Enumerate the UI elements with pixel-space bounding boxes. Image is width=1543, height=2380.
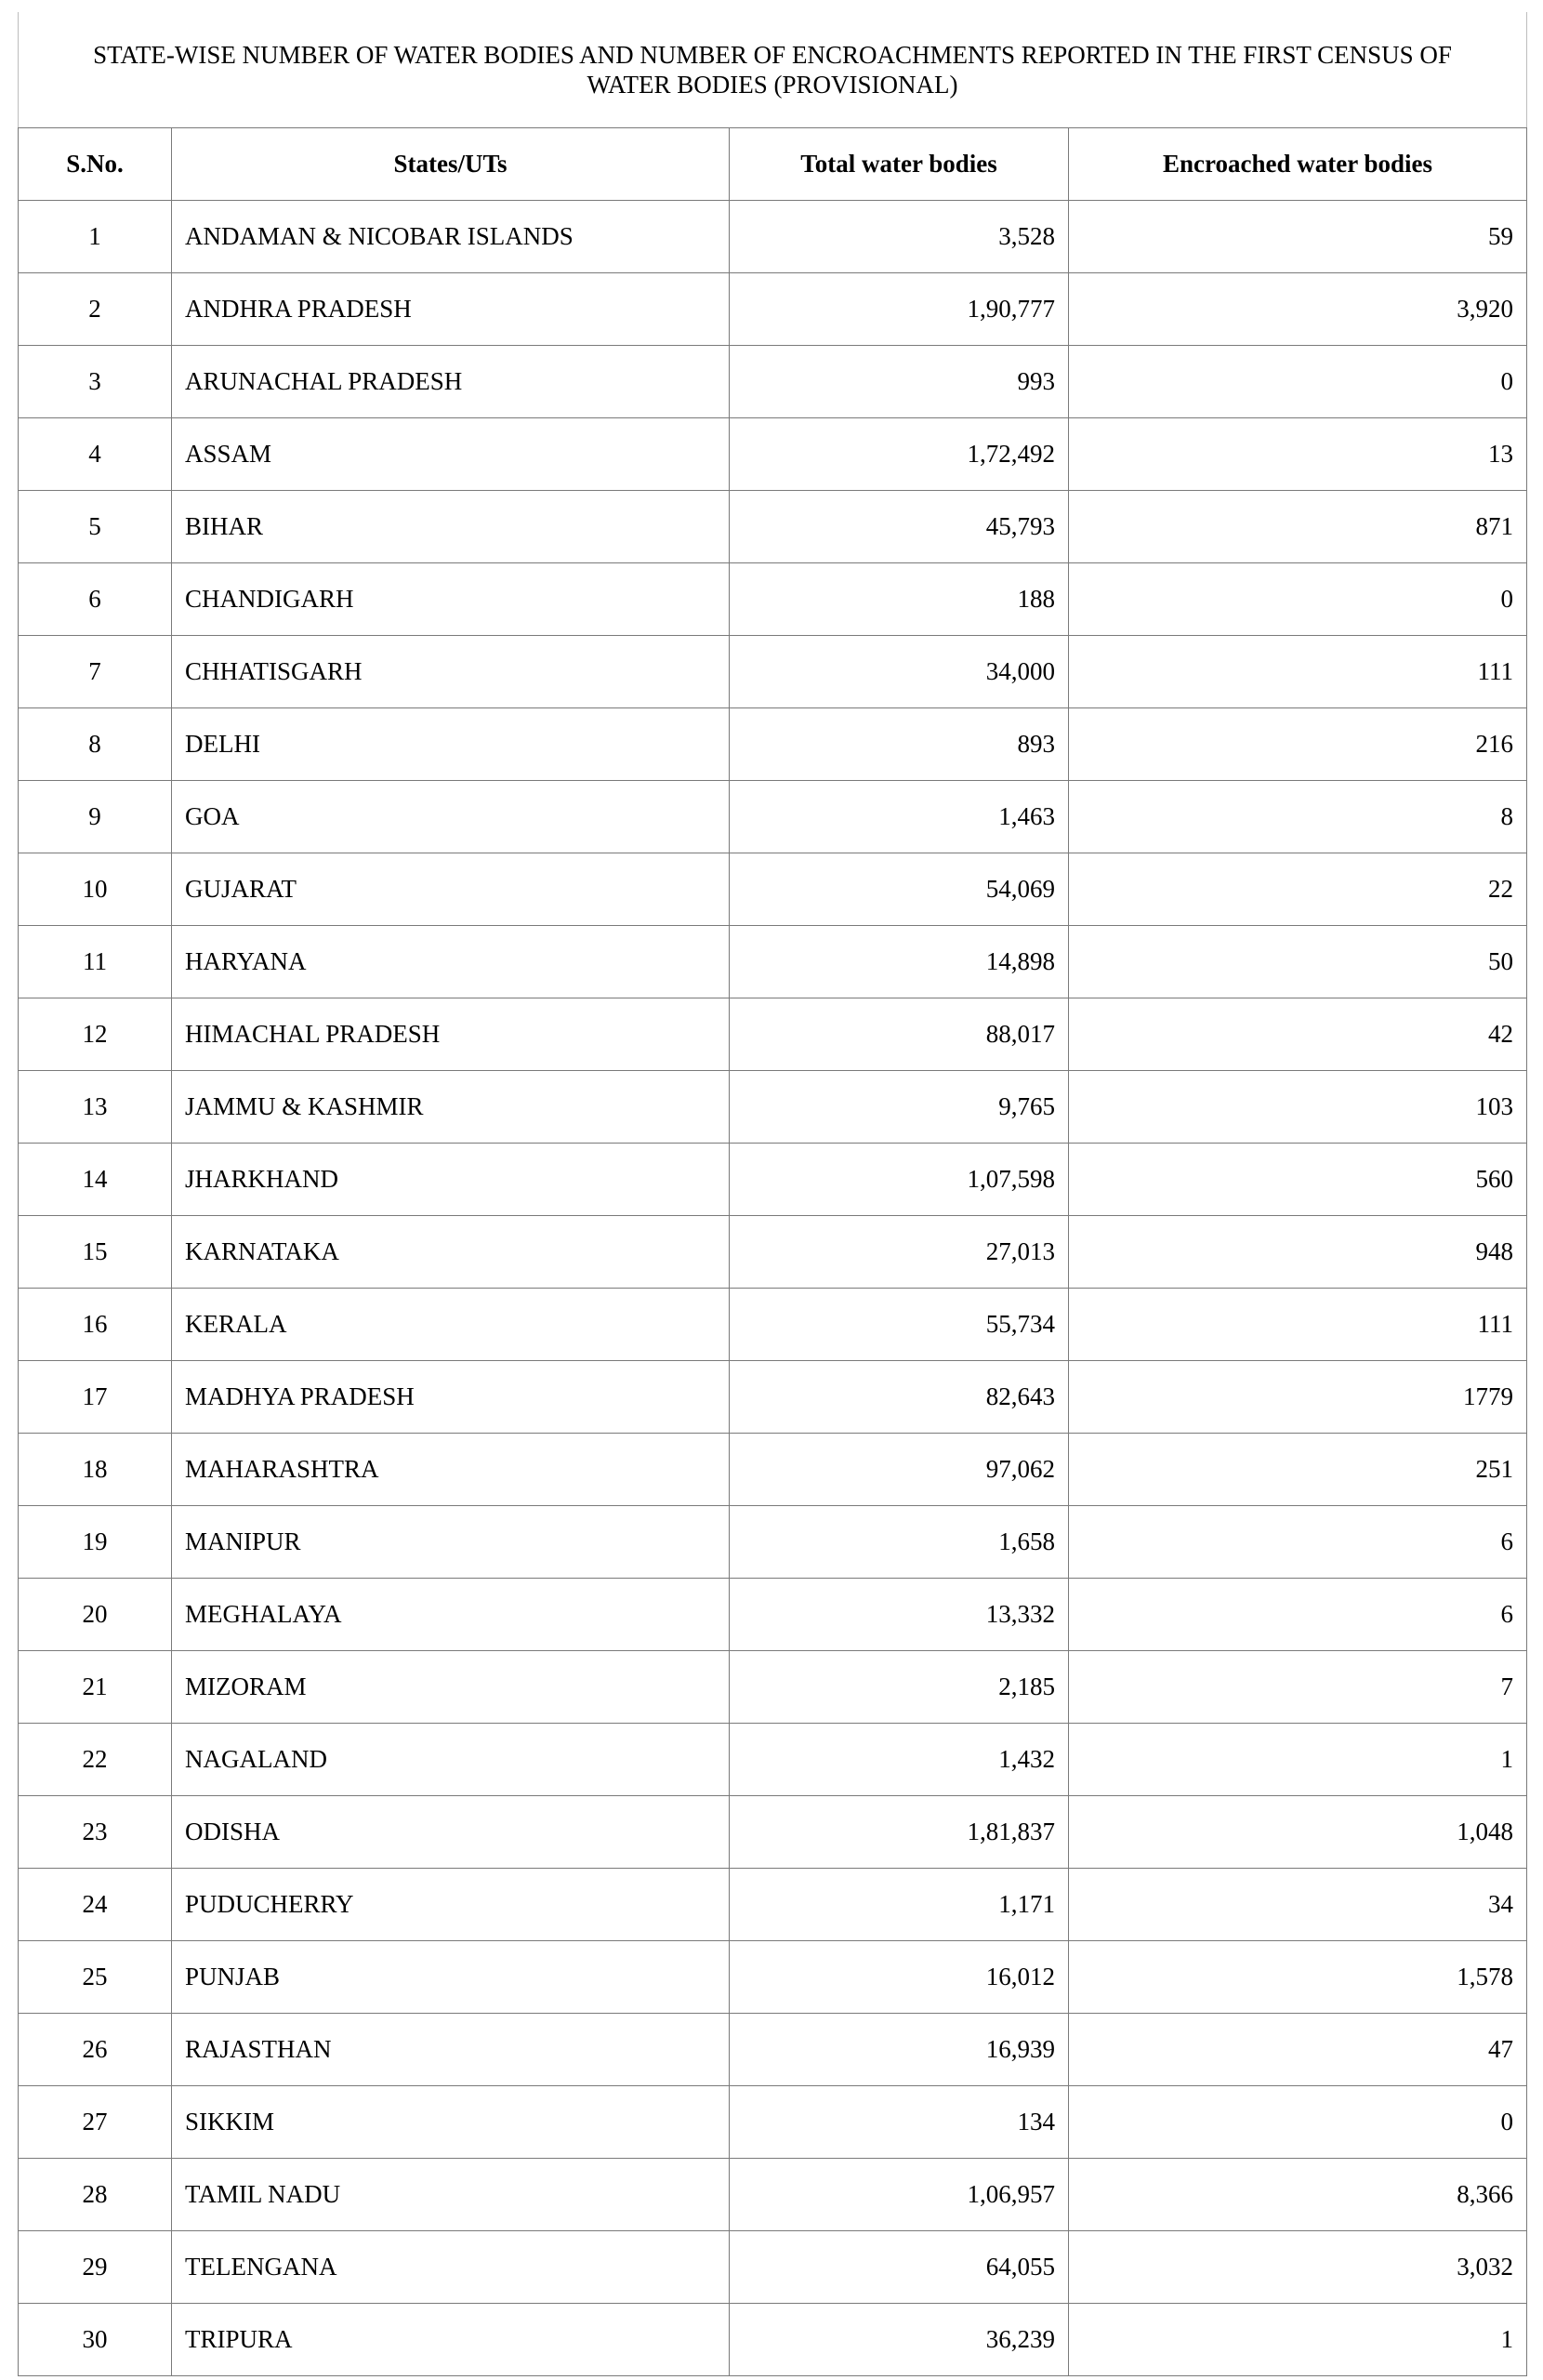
cell-total-water-bodies: 27,013 bbox=[730, 1216, 1069, 1289]
table-row bbox=[19, 273, 1527, 346]
cell-sno: 6 bbox=[19, 563, 172, 636]
cell-total-water-bodies: 1,72,492 bbox=[730, 418, 1069, 491]
cell-state: GOA bbox=[172, 781, 730, 853]
table-row bbox=[19, 1796, 1527, 1869]
cell-sno: 30 bbox=[19, 2304, 172, 2376]
table-row bbox=[19, 708, 1527, 781]
cell-state: MADHYA PRADESH bbox=[172, 1361, 730, 1434]
cell-state: KARNATAKA bbox=[172, 1216, 730, 1289]
cell-encroached-water-bodies: 560 bbox=[1069, 1144, 1527, 1216]
cell-total-water-bodies: 55,734 bbox=[730, 1289, 1069, 1361]
cell-state: ANDHRA PRADESH bbox=[172, 273, 730, 346]
cell-total-water-bodies: 188 bbox=[730, 563, 1069, 636]
cell-sno: 11 bbox=[19, 926, 172, 998]
header-encroached-water-bodies: Encroached water bodies bbox=[1069, 128, 1527, 201]
cell-encroached-water-bodies: 22 bbox=[1069, 853, 1527, 926]
table-row bbox=[19, 1216, 1527, 1289]
cell-sno: 28 bbox=[19, 2159, 172, 2231]
cell-sno: 24 bbox=[19, 1869, 172, 1941]
cell-state: BIHAR bbox=[172, 491, 730, 563]
cell-total-water-bodies: 34,000 bbox=[730, 636, 1069, 708]
cell-encroached-water-bodies: 59 bbox=[1069, 201, 1527, 273]
table-row bbox=[19, 418, 1527, 491]
cell-encroached-water-bodies: 6 bbox=[1069, 1579, 1527, 1651]
cell-total-water-bodies: 82,643 bbox=[730, 1361, 1069, 1434]
table-row bbox=[19, 346, 1527, 418]
cell-sno: 4 bbox=[19, 418, 172, 491]
table-row bbox=[19, 998, 1527, 1071]
cell-total-water-bodies: 9,765 bbox=[730, 1071, 1069, 1144]
cell-state: JHARKHAND bbox=[172, 1144, 730, 1216]
cell-total-water-bodies: 14,898 bbox=[730, 926, 1069, 998]
cell-total-water-bodies: 13,332 bbox=[730, 1579, 1069, 1651]
cell-encroached-water-bodies: 6 bbox=[1069, 1506, 1527, 1579]
cell-state: SIKKIM bbox=[172, 2086, 730, 2159]
cell-sno: 3 bbox=[19, 346, 172, 418]
table-row bbox=[19, 926, 1527, 998]
cell-state: CHHATISGARH bbox=[172, 636, 730, 708]
cell-total-water-bodies: 2,185 bbox=[730, 1651, 1069, 1724]
cell-sno: 18 bbox=[19, 1434, 172, 1506]
cell-encroached-water-bodies: 1779 bbox=[1069, 1361, 1527, 1434]
cell-total-water-bodies: 16,939 bbox=[730, 2014, 1069, 2086]
cell-sno: 13 bbox=[19, 1071, 172, 1144]
table-row bbox=[19, 1071, 1527, 1144]
water-bodies-table bbox=[18, 12, 1527, 2376]
table-row bbox=[19, 2231, 1527, 2304]
cell-encroached-water-bodies: 216 bbox=[1069, 708, 1527, 781]
cell-sno: 27 bbox=[19, 2086, 172, 2159]
cell-state: GUJARAT bbox=[172, 853, 730, 926]
cell-total-water-bodies: 64,055 bbox=[730, 2231, 1069, 2304]
cell-encroached-water-bodies: 103 bbox=[1069, 1071, 1527, 1144]
cell-encroached-water-bodies: 8 bbox=[1069, 781, 1527, 853]
cell-sno: 14 bbox=[19, 1144, 172, 1216]
cell-state: PUDUCHERRY bbox=[172, 1869, 730, 1941]
cell-total-water-bodies: 1,06,957 bbox=[730, 2159, 1069, 2231]
table-row bbox=[19, 1579, 1527, 1651]
cell-total-water-bodies: 1,07,598 bbox=[730, 1144, 1069, 1216]
cell-total-water-bodies: 45,793 bbox=[730, 491, 1069, 563]
cell-state: MANIPUR bbox=[172, 1506, 730, 1579]
cell-encroached-water-bodies: 7 bbox=[1069, 1651, 1527, 1724]
cell-sno: 15 bbox=[19, 1216, 172, 1289]
cell-state: ANDAMAN & NICOBAR ISLANDS bbox=[172, 201, 730, 273]
table-row bbox=[19, 1506, 1527, 1579]
cell-state: ODISHA bbox=[172, 1796, 730, 1869]
cell-state: MIZORAM bbox=[172, 1651, 730, 1724]
header-states: States/UTs bbox=[172, 128, 730, 201]
cell-total-water-bodies: 1,432 bbox=[730, 1724, 1069, 1796]
cell-encroached-water-bodies: 0 bbox=[1069, 563, 1527, 636]
cell-state: MEGHALAYA bbox=[172, 1579, 730, 1651]
cell-state: PUNJAB bbox=[172, 1941, 730, 2014]
cell-encroached-water-bodies: 948 bbox=[1069, 1216, 1527, 1289]
cell-total-water-bodies: 16,012 bbox=[730, 1941, 1069, 2014]
cell-state: ARUNACHAL PRADESH bbox=[172, 346, 730, 418]
cell-total-water-bodies: 36,239 bbox=[730, 2304, 1069, 2376]
cell-sno: 23 bbox=[19, 1796, 172, 1869]
table-row bbox=[19, 2014, 1527, 2086]
table-row bbox=[19, 853, 1527, 926]
cell-encroached-water-bodies: 1 bbox=[1069, 1724, 1527, 1796]
cell-sno: 16 bbox=[19, 1289, 172, 1361]
cell-sno: 22 bbox=[19, 1724, 172, 1796]
table-row bbox=[19, 2159, 1527, 2231]
cell-encroached-water-bodies: 0 bbox=[1069, 346, 1527, 418]
cell-sno: 19 bbox=[19, 1506, 172, 1579]
table-row bbox=[19, 563, 1527, 636]
cell-total-water-bodies: 54,069 bbox=[730, 853, 1069, 926]
cell-total-water-bodies: 97,062 bbox=[730, 1434, 1069, 1506]
cell-sno: 17 bbox=[19, 1361, 172, 1434]
cell-total-water-bodies: 88,017 bbox=[730, 998, 1069, 1071]
cell-state: TAMIL NADU bbox=[172, 2159, 730, 2231]
cell-total-water-bodies: 1,463 bbox=[730, 781, 1069, 853]
cell-encroached-water-bodies: 111 bbox=[1069, 1289, 1527, 1361]
table-row bbox=[19, 201, 1527, 273]
table-row bbox=[19, 636, 1527, 708]
cell-sno: 2 bbox=[19, 273, 172, 346]
cell-state: MAHARASHTRA bbox=[172, 1434, 730, 1506]
cell-encroached-water-bodies: 13 bbox=[1069, 418, 1527, 491]
cell-total-water-bodies: 3,528 bbox=[730, 201, 1069, 273]
table-row bbox=[19, 2086, 1527, 2159]
cell-sno: 25 bbox=[19, 1941, 172, 2014]
cell-encroached-water-bodies: 47 bbox=[1069, 2014, 1527, 2086]
cell-encroached-water-bodies: 8,366 bbox=[1069, 2159, 1527, 2231]
cell-total-water-bodies: 1,81,837 bbox=[730, 1796, 1069, 1869]
cell-state: HIMACHAL PRADESH bbox=[172, 998, 730, 1071]
cell-encroached-water-bodies: 3,032 bbox=[1069, 2231, 1527, 2304]
table-header-row bbox=[19, 128, 1527, 201]
cell-state: DELHI bbox=[172, 708, 730, 781]
table-body bbox=[19, 201, 1527, 2376]
cell-total-water-bodies: 1,658 bbox=[730, 1506, 1069, 1579]
cell-sno: 7 bbox=[19, 636, 172, 708]
cell-state: TELENGANA bbox=[172, 2231, 730, 2304]
cell-state: CHANDIGARH bbox=[172, 563, 730, 636]
cell-encroached-water-bodies: 111 bbox=[1069, 636, 1527, 708]
cell-sno: 20 bbox=[19, 1579, 172, 1651]
table-title: STATE-WISE NUMBER OF WATER BODIES AND NUMBER OF ENCROACHMENTS REPORTED IN THE FIRST CENSUS OF WATER BODIES (PROVISIONAL) bbox=[19, 12, 1527, 128]
header-sno: S.No. bbox=[19, 128, 172, 201]
table-row bbox=[19, 1361, 1527, 1434]
cell-total-water-bodies: 1,171 bbox=[730, 1869, 1069, 1941]
table-row bbox=[19, 491, 1527, 563]
cell-total-water-bodies: 1,90,777 bbox=[730, 273, 1069, 346]
cell-sno: 29 bbox=[19, 2231, 172, 2304]
cell-state: HARYANA bbox=[172, 926, 730, 998]
cell-encroached-water-bodies: 251 bbox=[1069, 1434, 1527, 1506]
table-row bbox=[19, 1724, 1527, 1796]
cell-sno: 1 bbox=[19, 201, 172, 273]
cell-encroached-water-bodies: 50 bbox=[1069, 926, 1527, 998]
table-row bbox=[19, 781, 1527, 853]
cell-state: ASSAM bbox=[172, 418, 730, 491]
cell-encroached-water-bodies: 1,048 bbox=[1069, 1796, 1527, 1869]
cell-state: RAJASTHAN bbox=[172, 2014, 730, 2086]
cell-encroached-water-bodies: 1 bbox=[1069, 2304, 1527, 2376]
cell-encroached-water-bodies: 0 bbox=[1069, 2086, 1527, 2159]
table-row bbox=[19, 1869, 1527, 1941]
cell-state: NAGALAND bbox=[172, 1724, 730, 1796]
cell-encroached-water-bodies: 3,920 bbox=[1069, 273, 1527, 346]
table-row bbox=[19, 1941, 1527, 2014]
table-row bbox=[19, 1144, 1527, 1216]
cell-state: KERALA bbox=[172, 1289, 730, 1361]
cell-state: TRIPURA bbox=[172, 2304, 730, 2376]
cell-sno: 10 bbox=[19, 853, 172, 926]
cell-total-water-bodies: 893 bbox=[730, 708, 1069, 781]
cell-sno: 12 bbox=[19, 998, 172, 1071]
table-row bbox=[19, 1434, 1527, 1506]
cell-encroached-water-bodies: 42 bbox=[1069, 998, 1527, 1071]
cell-state: JAMMU & KASHMIR bbox=[172, 1071, 730, 1144]
table-title-row bbox=[19, 12, 1527, 128]
cell-encroached-water-bodies: 871 bbox=[1069, 491, 1527, 563]
cell-sno: 26 bbox=[19, 2014, 172, 2086]
cell-total-water-bodies: 134 bbox=[730, 2086, 1069, 2159]
cell-sno: 5 bbox=[19, 491, 172, 563]
cell-sno: 8 bbox=[19, 708, 172, 781]
table-row bbox=[19, 2304, 1527, 2376]
table-row bbox=[19, 1289, 1527, 1361]
cell-encroached-water-bodies: 34 bbox=[1069, 1869, 1527, 1941]
header-total-water-bodies: Total water bodies bbox=[730, 128, 1069, 201]
cell-encroached-water-bodies: 1,578 bbox=[1069, 1941, 1527, 2014]
cell-sno: 21 bbox=[19, 1651, 172, 1724]
table-row bbox=[19, 1651, 1527, 1724]
cell-sno: 9 bbox=[19, 781, 172, 853]
cell-total-water-bodies: 993 bbox=[730, 346, 1069, 418]
